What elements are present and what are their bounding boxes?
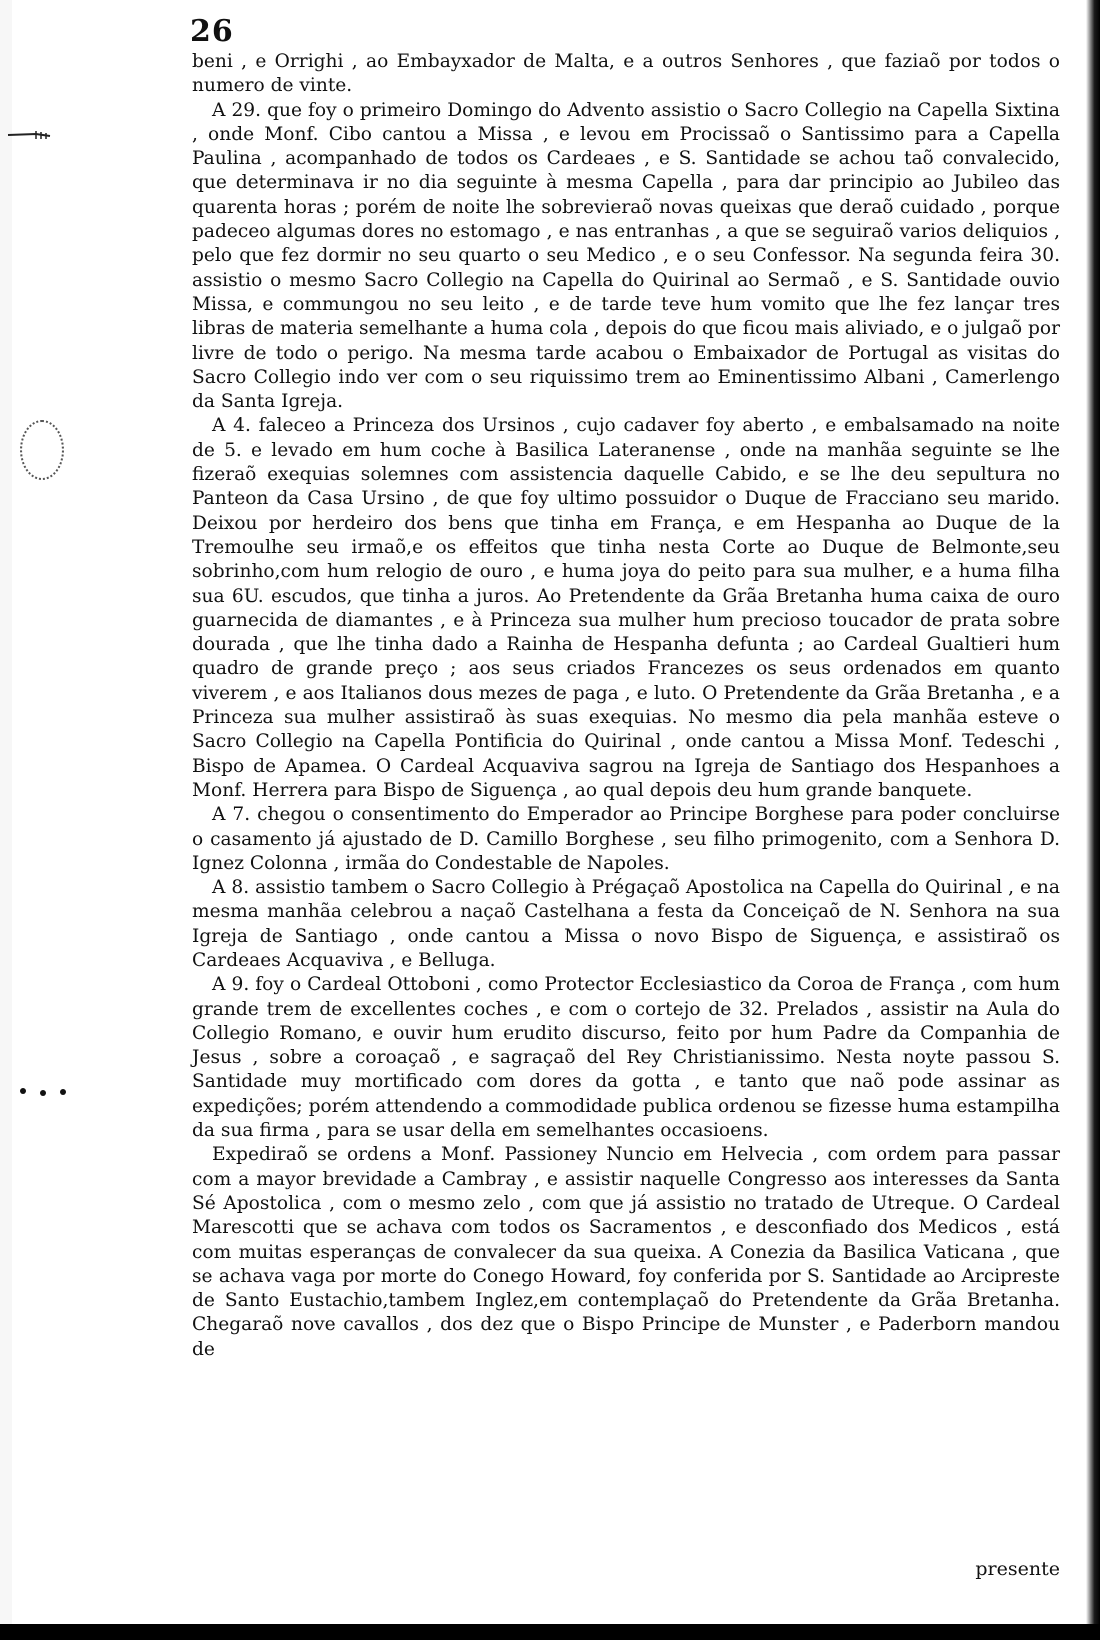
page-number: 26 bbox=[190, 14, 234, 49]
margin-stamp-mark bbox=[20, 420, 64, 480]
paragraph: A 9. foy o Cardeal Ottoboni , como Protector Ecclesiastico da Coroa de França , com hum grande trem de excellentes coches , e com o cortejo de 32. Prelados , assistir na Aula do Collegio Romano, e ouvir hum erudito discurso, feito por hum Padre da Companhia de Jesus , sobre a coroaçaõ , e sagraçaõ del Rey Christianissimo. Nesta noyte passou S. Santidade muy mortificado com dores da gotta , e tanto que naõ pode assinar as expedições; porém attendendo a commodidade publica ordenou se fizesse huma estampilha da sua firma , para se usar della em semelhantes occasioens. bbox=[192, 974, 1060, 1142]
paragraph: A 8. assistio tambem o Sacro Collegio à Prégaçaõ Apostolica na Capella do Quirinal , e na mesma manhãa celebrou a naçaõ Castelhana a festa da Conceiçaõ de N. Senhora na sua Igreja de Santiago , onde cantou a Missa o novo Bispo de Siguença, e assistiraõ os Cardeaes Acquaviva , e Belluga. bbox=[192, 877, 1060, 971]
page-binding-shadow bbox=[1086, 0, 1100, 1640]
page-left-margin bbox=[0, 0, 12, 1640]
catchword: presente bbox=[975, 1558, 1060, 1580]
margin-dot-mark bbox=[20, 1088, 26, 1094]
page-bottom-edge bbox=[0, 1624, 1100, 1640]
margin-ink-mark bbox=[6, 128, 52, 142]
paragraph: Expediraõ se ordens a Monf. Passioney Nuncio em Helvecia , com ordem para passar com a mayor brevidade a Cambray , e assistir naquelle Congresso aos interesses da Santa Sé Apostolica , com o mesmo zelo , com que já assistio no tratado de Utreque. O Cardeal Marescotti que se achava com todos os Sacramentos , e desconfiado dos Medicos , está com muitas esperanças de convalecer da sua queixa. A Conezia da Basilica Vaticana , que se achava vaga por morte do Conego Howard, foy conferida por S. Santidade ao Arcipreste de Santo Eustachio,tambem Inglez,em contemplaçaõ do Pretendente da Grãa Bretanha. Chegaraõ nove cavallos , dos dez que o Bispo Principe de Munster , e Paderborn mandou de bbox=[192, 1144, 1060, 1360]
body-text bbox=[192, 50, 1060, 1362]
paragraph: A 29. que foy o primeiro Domingo do Advento assistio o Sacro Collegio na Capella Sixtina , onde Monf. Cibo cantou a Missa , e levou em Procissaõ o Santissimo para a Capella Paulina , acompanhado de todos os Cardeaes , e S. Santidade se achou taõ convalecido, que determinava ir no dia seguinte à mesma Capella , para dar principio ao Jubileo das quarenta horas ; porém de noite lhe sobrevieraõ novas queixas que deraõ cuidado , porque padeceo algumas dores no estomago , e nas entranhas , a que se seguiraõ varios deliquios , pelo que fez dormir no seu quarto o seu Medico , e o seu Confessor. Na segunda feira 30. assistio o mesmo Sacro Collegio na Capella do Quirinal ao Sermaõ , e S. Santidade ouvio Missa, e commungou no seu leito , e de tarde teve hum vomito que lhe fez lançar tres libras de materia semelhante a huma cola , depois do que ficou mais aliviado, e o julgaõ por livre de todo o perigo. Na mesma tarde acabou o Embaixador de Portugal as visitas do Sacro Collegio indo ver com o seu riquissimo trem ao Eminentissimo Albani , Camerlengo da Santa Igreja. bbox=[192, 99, 1060, 413]
paragraph: A 4. faleceo a Princeza dos Ursinos , cujo cadaver foy aberto , e embalsamado na noite de 5. e levado em hum coche à Basilica Lateranense , onde na manhãa seguinte se lhe fizeraõ exequias solemnes com assistencia daquelle Cabido, e se lhe deu sepultura no Panteon da Casa Ursino , de que foy ultimo possuidor o Duque de Fracciano seu marido. Deixou por herdeiro dos bens que tinha em França, e em Hespanha ao Duque de la Tremoulhe seu irmaõ,e os effeitos que tinha nesta Corte ao Duque de Belmonte,seu sobrinho,com hum relogio de ouro , e huma joya do peito para sua mulher, e a huma filha sua 6U. escudos, que tinha a juros. Ao Pretendente da Grãa Bretanha huma caixa de ouro guarnecida de diamantes , e à Princeza sua mulher hum precioso toucador de prata sobre dourada , que lhe tinha dado a Rainha de Hespanha defunta ; ao Cardeal Gualtieri hum quadro de grande preço ; aos seus criados Francezes os seus ordenados em quanto viverem , e aos Italianos dous mezes de paga , e luto. O Pretendente da Grãa Bretanha , e a Princeza sua mulher assistiraõ às suas exequias. No mesmo dia pela manhãa esteve o Sacro Collegio na Capella Pontificia do Quirinal , onde cantou a Missa Monf. Tedeschi , Bispo de Apamea. O Cardeal Acquaviva sagrou na Igreja de Santiago dos Hespanhoes a Monf. Herrera para Bispo de Siguença , ao qual depois deu hum grande banquete. bbox=[192, 415, 1060, 801]
paragraph: A 7. chegou o consentimento do Emperador ao Principe Borghese para poder concluirse o casamento já ajustado de D. Camillo Borghese , seu filho primogenito, com a Senhora D. Ignez Colonna , irmãa do Condestable de Napoles. bbox=[192, 804, 1060, 874]
margin-dot-mark bbox=[40, 1090, 46, 1096]
paragraph: beni , e Orrighi , ao Embayxador de Malta, e a outros Senhores , que faziaõ por todos o numero de vinte. bbox=[192, 51, 1060, 97]
margin-dot-mark bbox=[60, 1089, 66, 1095]
